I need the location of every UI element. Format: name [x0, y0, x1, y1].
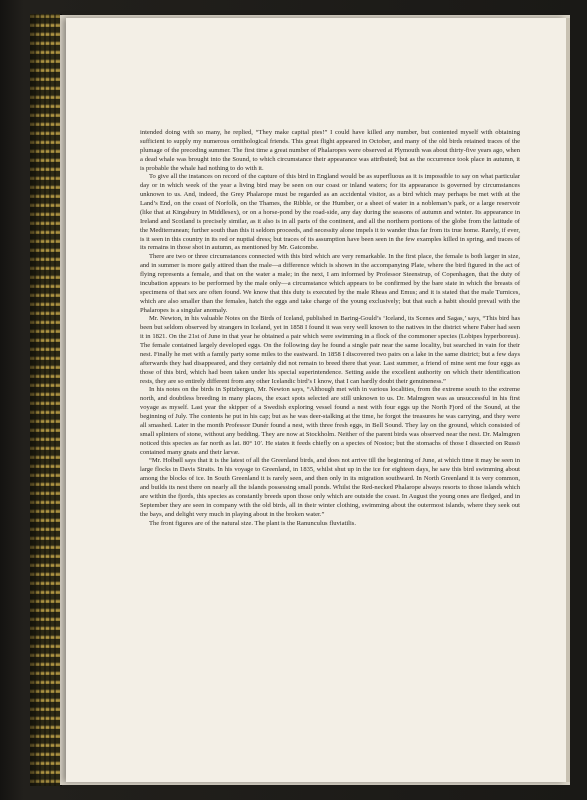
paragraph: The front figures are of the natural size. The plant is the Ranunculus fluviatilis. [149, 519, 356, 527]
paragraph: There are two or three circumstances connected with this bird which are very remarkable. In the first place, the female is both larger in size, and in summer is more gaily attired than the male—a difference which is shown in the accompanying Plate, where the bird figured in the act of flying represents a female, and that on the water a male; in the next, I am informed by Professor Steenstrup, of Copenhagen, that the duty of incubation appears to be performed by the male only—a circumstance which appears to be confirmed by the bare state in which the breasts of specimens of that sex are often found. We know that this duty is executed by the male Rheas and Emus; and it is stated that the male Turnices, which are also smaller than the females, hatch the eggs and take charge of the young exclusively; but that such a habit should prevail with the Phalaropes is a singular anomaly. [140, 253, 520, 314]
paragraph: To give all the instances on record of the capture of this bird in England would be as superfluous as it is impossible to say on what particular day or in which week of the year a living bird may be seen on our coast or inland waters; for its appearance is governed by circumstances unknown to us. And, indeed, the Grey Phalarope must be regarded as an accidental visitor, as a bird which may perhaps be met with at the Land’s End, on the coast of Norfolk, on the Thames, the Ribble, or the Humber, or a sheet of water in a nobleman’s park, or a large reservoir (like that at Kingsbury in Middlesex), or on a horse-pond by the road-side, any day during the seasons of autumn and winter. Its appearance in Ireland and Scotland is precisely similar, as it also is in all parts of the continent, and all the northern portions of the globe from the latitude of the Mediterranean; further south than this it seldom proceeds, and necessity alone impels it to wander thus far from its true home. Rarely, if ever, is it seen in this country in its red or nuptial dress; but traces of its assumption have been seen in the few examples killed in spring, and traces of its remains in those shot in autumn, as mentioned by Mr. Gatcombe. [140, 173, 520, 252]
paragraph: “Mr. Holbøll says that it is the latest of all the Greenland birds, and does not arrive till the beginning of June, at which time it may be seen in large flocks in Davis Straits. In his voyage to Greenland, in 1835, whilst shut up in the ice for eighteen days, he saw this bird swimming about among the blocks of ice. In South Greenland it is rarely seen, and then only in its migration southward. In North Greenland it is very common, and builds its nest there on nearly all the islands possessing small ponds. Whilst the Red-necked Phalarope always resorts to those islands which are within the fjords, this species as constantly breeds upon those only which are outside the coast. In August the young ones are fledged, and in September they are seen in company with the old birds, all in their winter clothing, swimming about the outermost islands, where they seek out the bays, and delight very much in playing about in the broken water.” [140, 457, 520, 518]
paragraph: Mr. Newton, in his valuable Notes on the Birds of Iceland, published in Baring-Gould’s ‘Iceland, its Scenes and Sagas,’ says, “This bird has been but seldom observed by strangers in Iceland, yet in 1858 I found it was very well known to the natives in the district where Faber had seen it in 1821. On the 21st of June in that year he obtained a pair which were swimming in a flock of the commoner species (Lobipes hyperboreus). The female contained largely developed eggs. On the following day he found a single pair near the same locality, but searched in vain for their nest. Finally he met with a family party some miles to the eastward. In 1858 I discovered two pairs on a lake in the same district; but a few days afterwards they had disappeared, and they certainly did not remain to breed there that year. Last summer, a friend of mine sent me four eggs as those of this bird, which had been taken under his special superintendence. Setting aside the excellent authority on which their identification rests, they are so entirely different from any other Icelandic bird’s I know, that I can hardly doubt their genuineness.” [140, 315, 520, 385]
page-body-text [140, 129, 520, 528]
book-page [66, 18, 566, 782]
gilt-book-spine [30, 14, 62, 786]
paragraph: intended doing with so many, he replied, “They make capital pies!” I could have killed any number, but contented myself with obtaining sufficient to supply my numerous ornithological friends. This great flight appeared in October, and many of the old birds retained traces of the plumage of the preceding summer. The first time a great number of Phalaropes were observed at Plymouth was about thirty-five years ago, when a dead whale was brought into the Sound, to which circumstance their appearance was attributed; but as the occurrence took place in autumn, it is probable the whale had nothing to do with it. [140, 129, 520, 172]
page-fore-edge [566, 18, 570, 782]
paragraph: In his notes on the birds in Spitzbergen, Mr. Newton says, “Although met with in various localities, from the extreme south to the extreme north, and doubtless breeding in many places, the exact spots selected are still unknown to us. Dr. Malmgren was as unsuccessful in his first voyage as myself. Last year the skipper of a Swedish exploring vessel found a nest with four eggs up the North Fjord of the Sound, at the beginning of July. The contents he put in his cap; but as he was deer-stalking at the time, he forgot the treasures he was carrying, and they were all smashed. Later in the month Professor Dunér found a nest, with three fresh eggs, in Bell Sound. They lay on the ground, which consisted of small splinters of stone, without any bedding. They are now at Stockholm. Neither of the parent birds was observed near the nest. Dr. Malmgren noticed this species as far north as lat. 80° 10′. He states it feeds chiefly on a species of Nostoc; but the stomachs of those I dissected on Russö contained many gnats and their larvæ. [140, 386, 520, 456]
